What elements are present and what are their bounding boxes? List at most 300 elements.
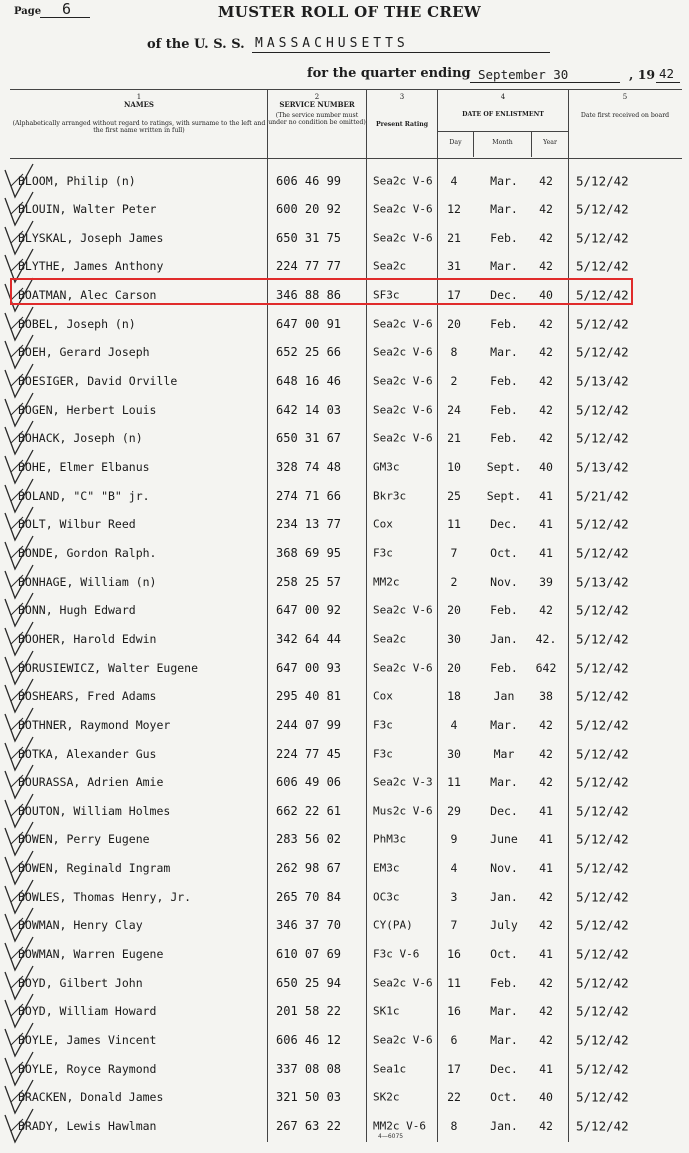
crew-name: BOBEL, Joseph (n) [18,316,136,331]
enlistment-day: 4 [450,717,458,732]
enlistment-year: 41 [539,832,553,847]
enlistment-day: 10 [447,460,461,474]
crew-name: BOSHEARS, Fred Adams [18,689,157,704]
present-rating: Sea2c V-6 [373,403,433,417]
service-number: 267 63 22 [276,1118,342,1133]
column-instructions: (Alphabetically arranged without regard to ratings, with surname to the left and the first name written in full) [12,120,266,135]
column-number: 3 [399,93,405,101]
enlistment-day: 3 [450,889,458,904]
present-rating: Sea2c V-6 [373,603,433,617]
crew-name: BONN, Hugh Edward [18,603,136,618]
service-number: 224 77 45 [276,746,342,761]
document-title: MUSTER ROLL OF THE CREW [217,3,482,21]
enlistment-day: 18 [447,689,461,704]
enlistment-year: 41 [539,517,553,532]
enlistment-month: Mar. [490,173,518,188]
present-rating: Sea2c V-6 [373,174,433,187]
date-received: 5/12/42 [576,1061,629,1077]
enlistment-year: 42 [539,374,553,389]
table-row [0,481,689,510]
service-number: 662 22 61 [276,803,342,818]
service-number: 201 58 22 [276,1004,342,1019]
enlistment-month: Dec. [490,288,518,303]
service-number: 328 74 48 [276,460,342,474]
present-rating: MM2c [373,575,400,589]
crew-name: BOURASSA, Adrien Amie [18,775,164,790]
present-rating: Sea2c [373,632,407,646]
present-rating: OC3c [373,890,400,904]
service-number: 647 00 91 [276,316,342,331]
column-title: Date first received on board [580,112,670,120]
enlistment-year: 42 [539,431,553,446]
column-number: 1 [136,93,142,101]
table-row [0,1054,689,1083]
enlistment-year: 41 [539,803,553,818]
enlistment-year: 42 [539,173,553,188]
present-rating: Sea2c V-6 [373,1033,433,1047]
crew-name: BLOUIN, Walter Peter [18,202,157,217]
service-number: 652 25 66 [276,345,342,360]
enlistment-year: 41 [539,1061,553,1076]
enlistment-year: 42 [539,230,553,245]
year-suffix: 42 [659,66,675,81]
date-received: 5/12/42 [576,917,629,933]
enlistment-year: 38 [539,689,553,704]
crew-name: BOYLE, Royce Raymond [18,1061,157,1076]
enlistment-month: Feb. [490,374,518,389]
service-number: 258 25 57 [276,574,342,589]
enlistment-month: Mar. [490,345,518,360]
crew-name: BOWEN, Perry Eugene [18,832,150,847]
date-received: 5/12/42 [576,287,629,303]
crew-name: BRADY, Lewis Hawlman [18,1118,157,1133]
date-received: 5/12/42 [576,516,629,532]
present-rating: Sea2c V-6 [373,231,433,245]
enlistment-month: July [490,918,518,933]
crew-name: BOTHNER, Raymond Moyer [18,717,171,732]
date-received: 5/12/42 [576,889,629,905]
enlistment-subheader-rule [437,131,568,132]
crew-name: BOLAND, "C" "B" jr. [18,488,150,503]
present-rating: SF3c [373,288,400,302]
enlistment-day: 11 [447,975,461,990]
form-code: 4—6075 [378,1133,404,1140]
enlistment-year: 42 [539,775,553,790]
year-underline [656,82,680,83]
service-number: 606 49 06 [276,775,342,790]
enlistment-year: 42 [539,316,553,331]
crew-name: BOHACK, Joseph (n) [18,431,143,446]
enlistment-month: Sept. [486,488,522,503]
date-received: 5/12/42 [576,1089,629,1105]
date-received: 5/12/42 [576,688,629,704]
enlistment-day: 31 [447,259,461,274]
table-row [0,223,689,252]
enlistment-year: 42 [539,603,553,618]
names-column-header [12,93,266,134]
enlistment-month: Mar. [490,1033,518,1047]
enlistment-year: 42 [539,402,553,417]
table-row [0,825,689,854]
date-received: 5/13/42 [576,459,629,475]
crew-name: BRACKEN, Donald James [18,1090,164,1105]
crew-name: BOTKA, Alexander Gus [18,746,157,761]
enlistment-day: 11 [447,517,461,532]
enlistment-day: 20 [447,603,461,618]
crew-name: BOHE, Elmer Elbanus [18,460,150,474]
enlistment-year: 40 [539,460,553,474]
table-row [0,968,689,997]
enlistment-day: 20 [447,316,461,331]
enlistment-month: Mar. [490,717,518,732]
enlistment-day: 8 [450,345,458,360]
enlistment-column-header [438,93,568,118]
column-title: NAMES [124,100,154,110]
date-received: 5/12/42 [576,975,629,991]
enlistment-day: 7 [450,918,458,933]
crew-name: BONHAGE, William (n) [18,574,157,589]
service-number: 337 08 08 [276,1061,342,1076]
date-received: 5/12/42 [576,344,629,360]
date-received: 5/13/42 [576,574,629,590]
service-number: 244 07 99 [276,717,342,732]
enlistment-day: 16 [447,947,461,962]
present-rating: CY(PA) [373,918,413,932]
service-number: 224 77 77 [276,259,342,274]
table-row [0,338,689,367]
table-row [0,768,689,797]
present-rating: EM3c [373,861,400,875]
column-instructions: (The service number must under no condition be omitted) [268,112,366,127]
service-number: 346 37 70 [276,918,342,933]
date-received: 5/12/42 [576,1032,629,1048]
month-subheader [474,139,531,146]
present-rating: Sea2c V-3 [373,775,433,789]
enlistment-month: Oct. [490,1090,518,1105]
enlistment-month: Jan [493,689,515,704]
present-rating: Sea2c [373,259,407,273]
crew-name: BLYSKAL, Joseph James [18,230,164,245]
ship-prefix: of the U. S. S. [147,37,245,52]
enlistment-day: 16 [447,1004,461,1019]
subheader-label: Year [543,139,557,146]
enlistment-month: Oct. [490,545,518,560]
table-row [0,309,689,338]
enlistment-day: 30 [447,631,461,646]
date-received: 5/12/42 [576,803,629,819]
enlistment-day: 9 [450,832,458,847]
enlistment-month: Nov. [490,861,518,876]
table-row [0,940,689,969]
present-rating: F3c V-6 [373,947,420,961]
service-number: 274 71 66 [276,488,342,503]
enlistment-day: 30 [447,746,461,761]
page-label: Page [14,6,42,17]
date-received: 5/12/42 [576,831,629,847]
enlistment-month: June [490,832,518,847]
present-rating: Sea2c V-6 [373,374,433,388]
enlistment-year: 42 [539,1033,553,1047]
date-received: 5/12/42 [576,316,629,332]
enlistment-year: 42 [539,889,553,904]
enlistment-day: 29 [447,803,461,818]
enlistment-year: 42 [539,1118,553,1133]
table-row [0,1083,689,1112]
day-subheader [438,139,473,146]
enlistment-day: 2 [450,574,458,589]
service-number: 650 31 75 [276,230,342,245]
table-row [0,567,689,596]
table-row [0,395,689,424]
table-row [0,997,689,1026]
date-received: 5/12/42 [576,746,629,761]
page-number: 6 [62,0,72,18]
table-row [0,453,689,482]
enlistment-year: 40 [539,1090,553,1105]
present-rating: F3c [373,546,393,560]
column-number: 2 [314,93,320,101]
crew-name: BLOOM, Philip (n) [18,173,136,188]
column-title: Present Rating [375,121,429,129]
table-top-rule [10,89,682,90]
date-received: 5/12/42 [576,860,629,876]
present-rating: PhM3c [373,832,407,846]
crew-name: BOUTON, William Holmes [18,803,171,818]
enlistment-month: Mar. [490,259,518,274]
date-received: 5/12/42 [576,1003,629,1019]
enlistment-day: 6 [450,1033,458,1047]
enlistment-month: Dec. [490,803,518,818]
enlistment-day: 24 [447,402,461,417]
quarter-prefix: for the quarter ending [307,66,471,81]
enlistment-year: 42 [539,202,553,217]
date-received: 5/12/42 [576,402,629,418]
service-number: 648 16 46 [276,374,342,389]
crew-name: BOWLES, Thomas Henry, Jr. [18,889,192,904]
enlistment-year: 42 [539,717,553,732]
enlistment-month: Dec. [490,1061,518,1076]
enlistment-day: 2 [450,374,458,389]
table-row [0,854,689,883]
service-number: 321 50 03 [276,1090,342,1105]
enlistment-month: Jan. [490,631,518,646]
table-row [0,624,689,653]
table-row [0,596,689,625]
enlistment-month: Sept. [486,460,522,474]
enlistment-month: Mar [493,746,515,761]
enlistment-day: 25 [447,488,461,503]
service-number: 647 00 92 [276,603,342,618]
column-title: DATE OF ENLISTMENT [462,111,544,119]
service-number: 262 98 67 [276,861,342,876]
enlistment-month: Feb. [490,230,518,245]
enlistment-month: Feb. [490,316,518,331]
enlistment-year: 42 [539,345,553,360]
table-row [0,911,689,940]
enlistment-year: 42 [539,1004,553,1019]
table-row [0,510,689,539]
enlistment-year: 41 [539,488,553,503]
crew-name: BOOHER, Harold Edwin [18,631,157,646]
crew-name: BOESIGER, David Orville [18,374,178,389]
enlistment-year: 42 [539,259,553,274]
present-rating: GM3c [373,460,400,474]
table-row [0,882,689,911]
date-received: 5/12/42 [576,258,629,274]
present-rating: MM2c V-6 [373,1119,426,1133]
service-number: 265 70 84 [276,889,342,904]
crew-name: BOYD, William Howard [18,1004,157,1019]
enlistment-year: 41 [539,545,553,560]
table-row [0,739,689,768]
table-row [0,538,689,567]
service-number: 642 14 03 [276,402,342,417]
crew-name: BLYTHE, James Anthony [18,259,164,274]
ship-name: MASSACHUSETTS [255,36,409,51]
table-row [0,796,689,825]
service-number: 346 88 86 [276,288,342,303]
quarter-date-underline [470,82,620,83]
table-row [0,367,689,396]
present-rating: SK2c [373,1090,400,1104]
enlistment-year: 42. [535,631,557,646]
enlistment-day: 12 [447,202,461,217]
crew-name: BOLT, Wilbur Reed [18,517,136,532]
crew-name: BONDE, Gordon Ralph. [18,545,157,560]
service-number: 368 69 95 [276,545,342,560]
enlistment-day: 8 [450,1118,458,1133]
present-rating: Sea2c V-6 [373,661,433,675]
enlistment-month: Dec. [490,517,518,532]
present-rating: Sea2c V-6 [373,976,433,990]
enlistment-month: Jan. [490,1118,518,1133]
present-rating: Sea2c V-6 [373,317,433,331]
present-rating: Bkr3c [373,489,407,503]
present-rating: F3c [373,747,393,760]
present-rating: Sea2c V-6 [373,202,433,216]
date-received: 5/12/42 [576,602,629,618]
column-number: 4 [500,93,506,101]
date-received: 5/13/42 [576,373,629,389]
date-received: 5/12/42 [576,545,629,561]
enlistment-year: 39 [539,574,553,589]
quarter-date: September 30 [478,67,569,82]
service-number: 342 64 44 [276,631,342,646]
crew-name: BORUSIEWICZ, Walter Eugene [18,660,199,675]
table-row [0,1111,689,1140]
table-header-bottom-rule [10,158,682,159]
date-received: 5/12/42 [576,1118,629,1134]
crew-name: BOWEN, Reginald Ingram [18,861,171,876]
enlistment-day: 17 [447,288,461,303]
enlistment-year: 41 [539,947,553,962]
crew-name: BOYD, Gilbert John [18,975,143,990]
table-row [0,166,689,195]
crew-name: BOEH, Gerard Joseph [18,345,150,360]
enlistment-day: 4 [450,173,458,188]
enlistment-day: 20 [447,660,461,675]
present-rating: Sea1c [373,1062,407,1076]
enlistment-month: Jan. [490,889,518,904]
enlistment-month: Mar. [490,1004,518,1019]
enlistment-month: Oct. [490,947,518,962]
service-number: 610 07 69 [276,947,342,962]
table-row [0,252,689,281]
present-rating: SK1c [373,1004,400,1018]
enlistment-day: 4 [450,861,458,876]
service-number: 650 31 67 [276,431,342,446]
enlistment-year: 40 [539,288,553,303]
enlistment-day: 21 [447,431,461,446]
table-row [0,1026,689,1055]
enlistment-month: Mar. [490,775,518,790]
row-highlight-box [10,278,633,305]
present-rating: F3c [373,718,393,732]
crew-name: BOWMAN, Henry Clay [18,918,143,933]
enlistment-month: Nov. [490,574,518,589]
enlistment-year: 42 [539,918,553,933]
service-number: 606 46 99 [276,173,342,188]
service-number: 234 13 77 [276,517,342,532]
service-number: 600 20 92 [276,202,342,217]
enlistment-month: Mar. [490,202,518,217]
table-row [0,195,689,224]
service-number: 647 00 93 [276,660,342,675]
crew-name: BOYLE, James Vincent [18,1033,157,1047]
present-rating: Cox [373,517,393,531]
service-number: 606 46 12 [276,1033,342,1047]
enlistment-day: 22 [447,1090,461,1105]
column-number: 5 [622,93,628,101]
date-received: 5/12/42 [576,946,629,962]
date-received: 5/12/42 [576,631,629,647]
date-received: 5/12/42 [576,774,629,790]
present-rating: Sea2c V-6 [373,431,433,445]
date-received: 5/12/42 [576,173,629,188]
table-row [0,682,689,711]
present-rating: Sea2c V-6 [373,345,433,359]
service-number-column-header [268,93,366,126]
year-prefix: , 19 [629,67,656,82]
table-row [0,710,689,739]
enlistment-year: 41 [539,861,553,876]
enlistment-month: Feb. [490,431,518,446]
enlistment-month: Feb. [490,603,518,618]
present-rating: Mus2c V-6 [373,804,433,818]
enlistment-month: Feb. [490,402,518,417]
received-column-header [569,93,681,119]
enlistment-day: 21 [447,230,461,245]
subheader-label: Day [449,139,462,146]
enlistment-day: 11 [447,775,461,790]
year-subheader [532,139,568,146]
date-received: 5/12/42 [576,660,629,676]
service-number: 295 40 81 [276,689,342,704]
enlistment-year: 642 [535,660,557,675]
enlistment-day: 17 [447,1061,461,1076]
date-received: 5/12/42 [576,201,629,217]
date-received: 5/21/42 [576,488,629,504]
service-number: 283 56 02 [276,832,342,847]
table-row [0,424,689,453]
date-received: 5/12/42 [576,717,629,733]
service-number: 650 25 94 [276,975,342,990]
date-received: 5/12/42 [576,230,629,246]
crew-name: BOGEN, Herbert Louis [18,402,157,417]
column-title: SERVICE NUMBER [279,100,355,110]
rating-column-header [367,93,437,128]
crew-name: BOATMAN, Alec Carson [18,288,157,303]
